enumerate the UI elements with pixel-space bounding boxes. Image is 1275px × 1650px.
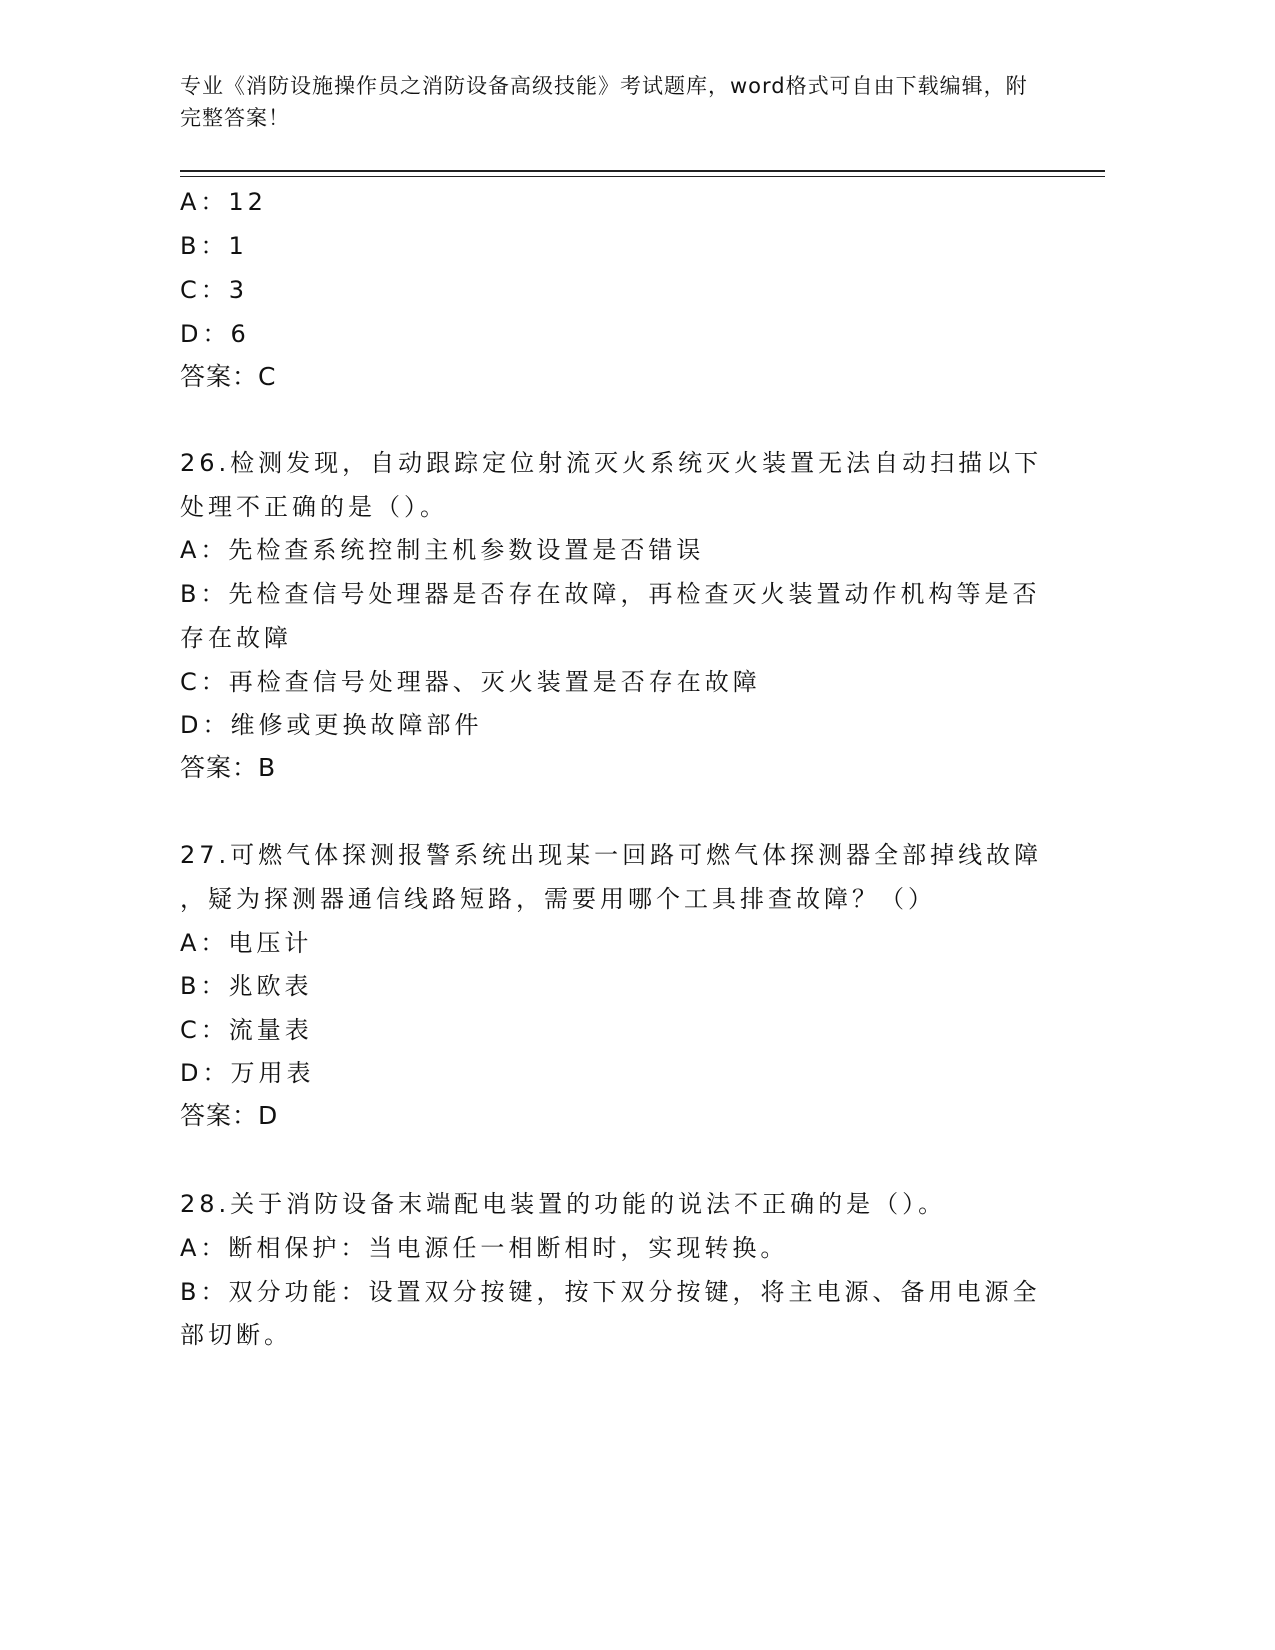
q25-option-c: C：3 [180, 276, 249, 304]
q27-stem-line2: ，疑为探测器通信线路短路，需要用哪个工具排查故障？（） [180, 885, 936, 913]
q27-stem-line1: 27.可燃气体探测报警系统出现某一回路可燃气体探测器全部掉线故障 [180, 841, 1043, 869]
q26-option-c: C：再检查信号处理器、灭火装置是否存在故障 [180, 668, 761, 696]
q26-stem-line2: 处理不正确的是（）。 [180, 493, 448, 521]
q26-option-d: D：维修或更换故障部件 [180, 711, 483, 739]
q27-option-d: D：万用表 [180, 1059, 315, 1087]
q28-stem: 28.关于消防设备末端配电装置的功能的说法不正确的是（）。 [180, 1190, 947, 1218]
q25-option-d: D：6 [180, 320, 250, 348]
q27-option-b: B：兆欧表 [180, 972, 313, 1000]
q25-option-a: A：12 [180, 188, 267, 216]
document-header: 专业《消防设施操作员之消防设备高级技能》考试题库，word格式可自由下载编辑，附完整答案！ [180, 74, 1028, 130]
q26-answer: 答案：B [180, 753, 277, 782]
q26-stem-line1: 26.检测发现，自动跟踪定位射流灭火系统灭火装置无法自动扫描以下 [180, 449, 1043, 477]
header-divider-thick [180, 170, 1105, 172]
q25-answer: 答案：C [180, 362, 277, 391]
q26-option-b-line1: B：先检查信号处理器是否存在故障，再检查灭火装置动作机构等是否 [180, 580, 1041, 608]
q27-option-c: C：流量表 [180, 1016, 313, 1044]
q27-option-a: A：电压计 [180, 929, 313, 957]
q28-option-a: A：断相保护：当电源任一相断相时，实现转换。 [180, 1234, 789, 1262]
q28-option-b-line1: B：双分功能：设置双分按键，按下双分按键，将主电源、备用电源全 [180, 1278, 1041, 1306]
header-divider-thin [180, 176, 1105, 177]
q27-answer: 答案：D [180, 1101, 279, 1130]
q26-option-a: A：先检查系统控制主机参数设置是否错误 [180, 536, 705, 564]
q28-option-b-line2: 部切断。 [180, 1321, 292, 1349]
q25-option-b: B：1 [180, 232, 248, 260]
q26-option-b-line2: 存在故障 [180, 624, 292, 652]
